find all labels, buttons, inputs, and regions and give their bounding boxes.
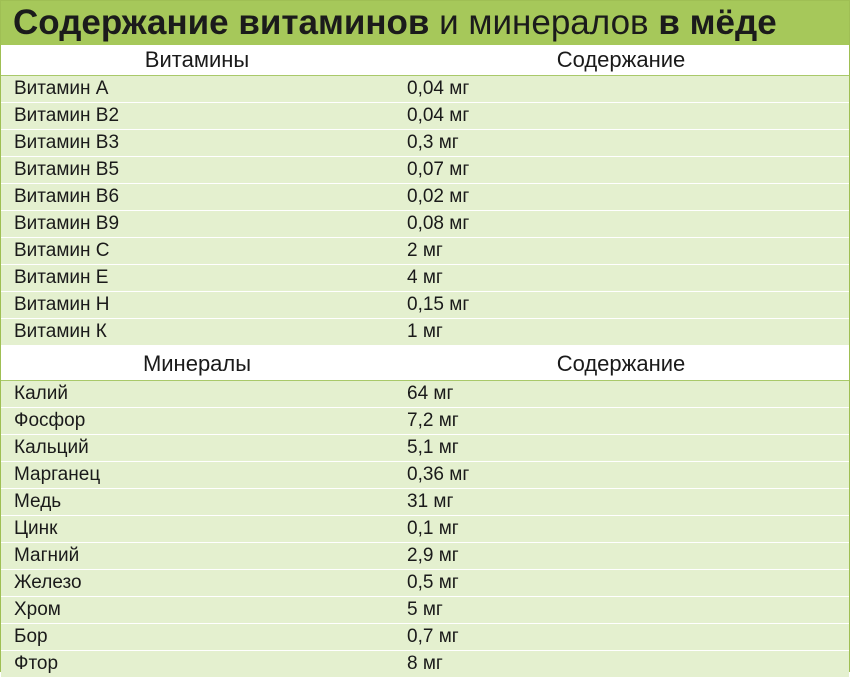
table-row: [1, 462, 849, 489]
minerals-section: [1, 346, 849, 678]
table-row: [1, 157, 849, 184]
nutrient-amount: 0,5 мг: [393, 570, 849, 597]
title-part-3: в мёде: [658, 3, 777, 42]
title-part-2: и минералов: [429, 3, 659, 42]
vitamins-header-row: [1, 45, 849, 76]
minerals-header-value: Содержание: [393, 346, 849, 381]
nutrient-amount: 8 мг: [393, 651, 849, 678]
table-row: [1, 130, 849, 157]
table-row: [1, 292, 849, 319]
table-row: [1, 597, 849, 624]
vitamins-header-name: Витамины: [1, 45, 393, 76]
nutrient-name: Марганец: [1, 462, 393, 489]
table-row: [1, 319, 849, 346]
nutrient-name: Витамин К: [1, 319, 393, 346]
nutrient-name: Витамин А: [1, 76, 393, 103]
page-title: [1, 1, 849, 45]
table-row: [1, 103, 849, 130]
nutrient-name: Витамин В9: [1, 211, 393, 238]
nutrient-amount: 0,1 мг: [393, 516, 849, 543]
nutrient-amount: 0,36 мг: [393, 462, 849, 489]
nutrient-amount: 0,04 мг: [393, 76, 849, 103]
nutrient-name: Кальций: [1, 435, 393, 462]
nutrient-amount: 0,15 мг: [393, 292, 849, 319]
nutrient-table: [1, 45, 849, 678]
nutrient-name: Витамин В5: [1, 157, 393, 184]
nutrient-amount: 64 мг: [393, 381, 849, 408]
nutrient-amount: 4 мг: [393, 265, 849, 292]
nutrient-name: Магний: [1, 543, 393, 570]
table-row: [1, 624, 849, 651]
table-row: [1, 543, 849, 570]
nutrient-amount: 31 мг: [393, 489, 849, 516]
nutrient-name: Бор: [1, 624, 393, 651]
nutrient-name: Фтор: [1, 651, 393, 678]
nutrient-name: Фосфор: [1, 408, 393, 435]
nutrient-amount: 0,04 мг: [393, 103, 849, 130]
table-row: [1, 381, 849, 408]
vitamins-header-value: Содержание: [393, 45, 849, 76]
nutrient-amount: 2,9 мг: [393, 543, 849, 570]
table-row: [1, 76, 849, 103]
table-row: [1, 516, 849, 543]
table-row: [1, 489, 849, 516]
nutrient-name: Витамин С: [1, 238, 393, 265]
nutrient-name: Витамин Е: [1, 265, 393, 292]
nutrient-amount: 5,1 мг: [393, 435, 849, 462]
minerals-header-name: Минералы: [1, 346, 393, 381]
table-row: [1, 211, 849, 238]
minerals-header-row: [1, 346, 849, 381]
nutrient-name: Витамин В2: [1, 103, 393, 130]
nutrient-name: Медь: [1, 489, 393, 516]
title-part-1: Содержание витаминов: [13, 3, 430, 42]
nutrient-name: Витамин В3: [1, 130, 393, 157]
nutrient-name: Железо: [1, 570, 393, 597]
nutrient-amount: 0,7 мг: [393, 624, 849, 651]
table-row: [1, 265, 849, 292]
table-row: [1, 238, 849, 265]
table-row: [1, 184, 849, 211]
table-row: [1, 570, 849, 597]
table-row: [1, 651, 849, 678]
nutrient-amount: 7,2 мг: [393, 408, 849, 435]
nutrient-amount: 5 мг: [393, 597, 849, 624]
nutrient-amount: 0,3 мг: [393, 130, 849, 157]
nutrient-amount: 2 мг: [393, 238, 849, 265]
nutrient-name: Хром: [1, 597, 393, 624]
nutrient-name: Калий: [1, 381, 393, 408]
table-row: [1, 435, 849, 462]
nutrient-name: Цинк: [1, 516, 393, 543]
nutrient-amount: 0,07 мг: [393, 157, 849, 184]
nutrient-name: Витамин В6: [1, 184, 393, 211]
nutrient-amount: 0,08 мг: [393, 211, 849, 238]
vitamins-section: [1, 45, 849, 346]
nutrient-name: Витамин Н: [1, 292, 393, 319]
nutrient-amount: 1 мг: [393, 319, 849, 346]
nutrient-amount: 0,02 мг: [393, 184, 849, 211]
table-row: [1, 408, 849, 435]
